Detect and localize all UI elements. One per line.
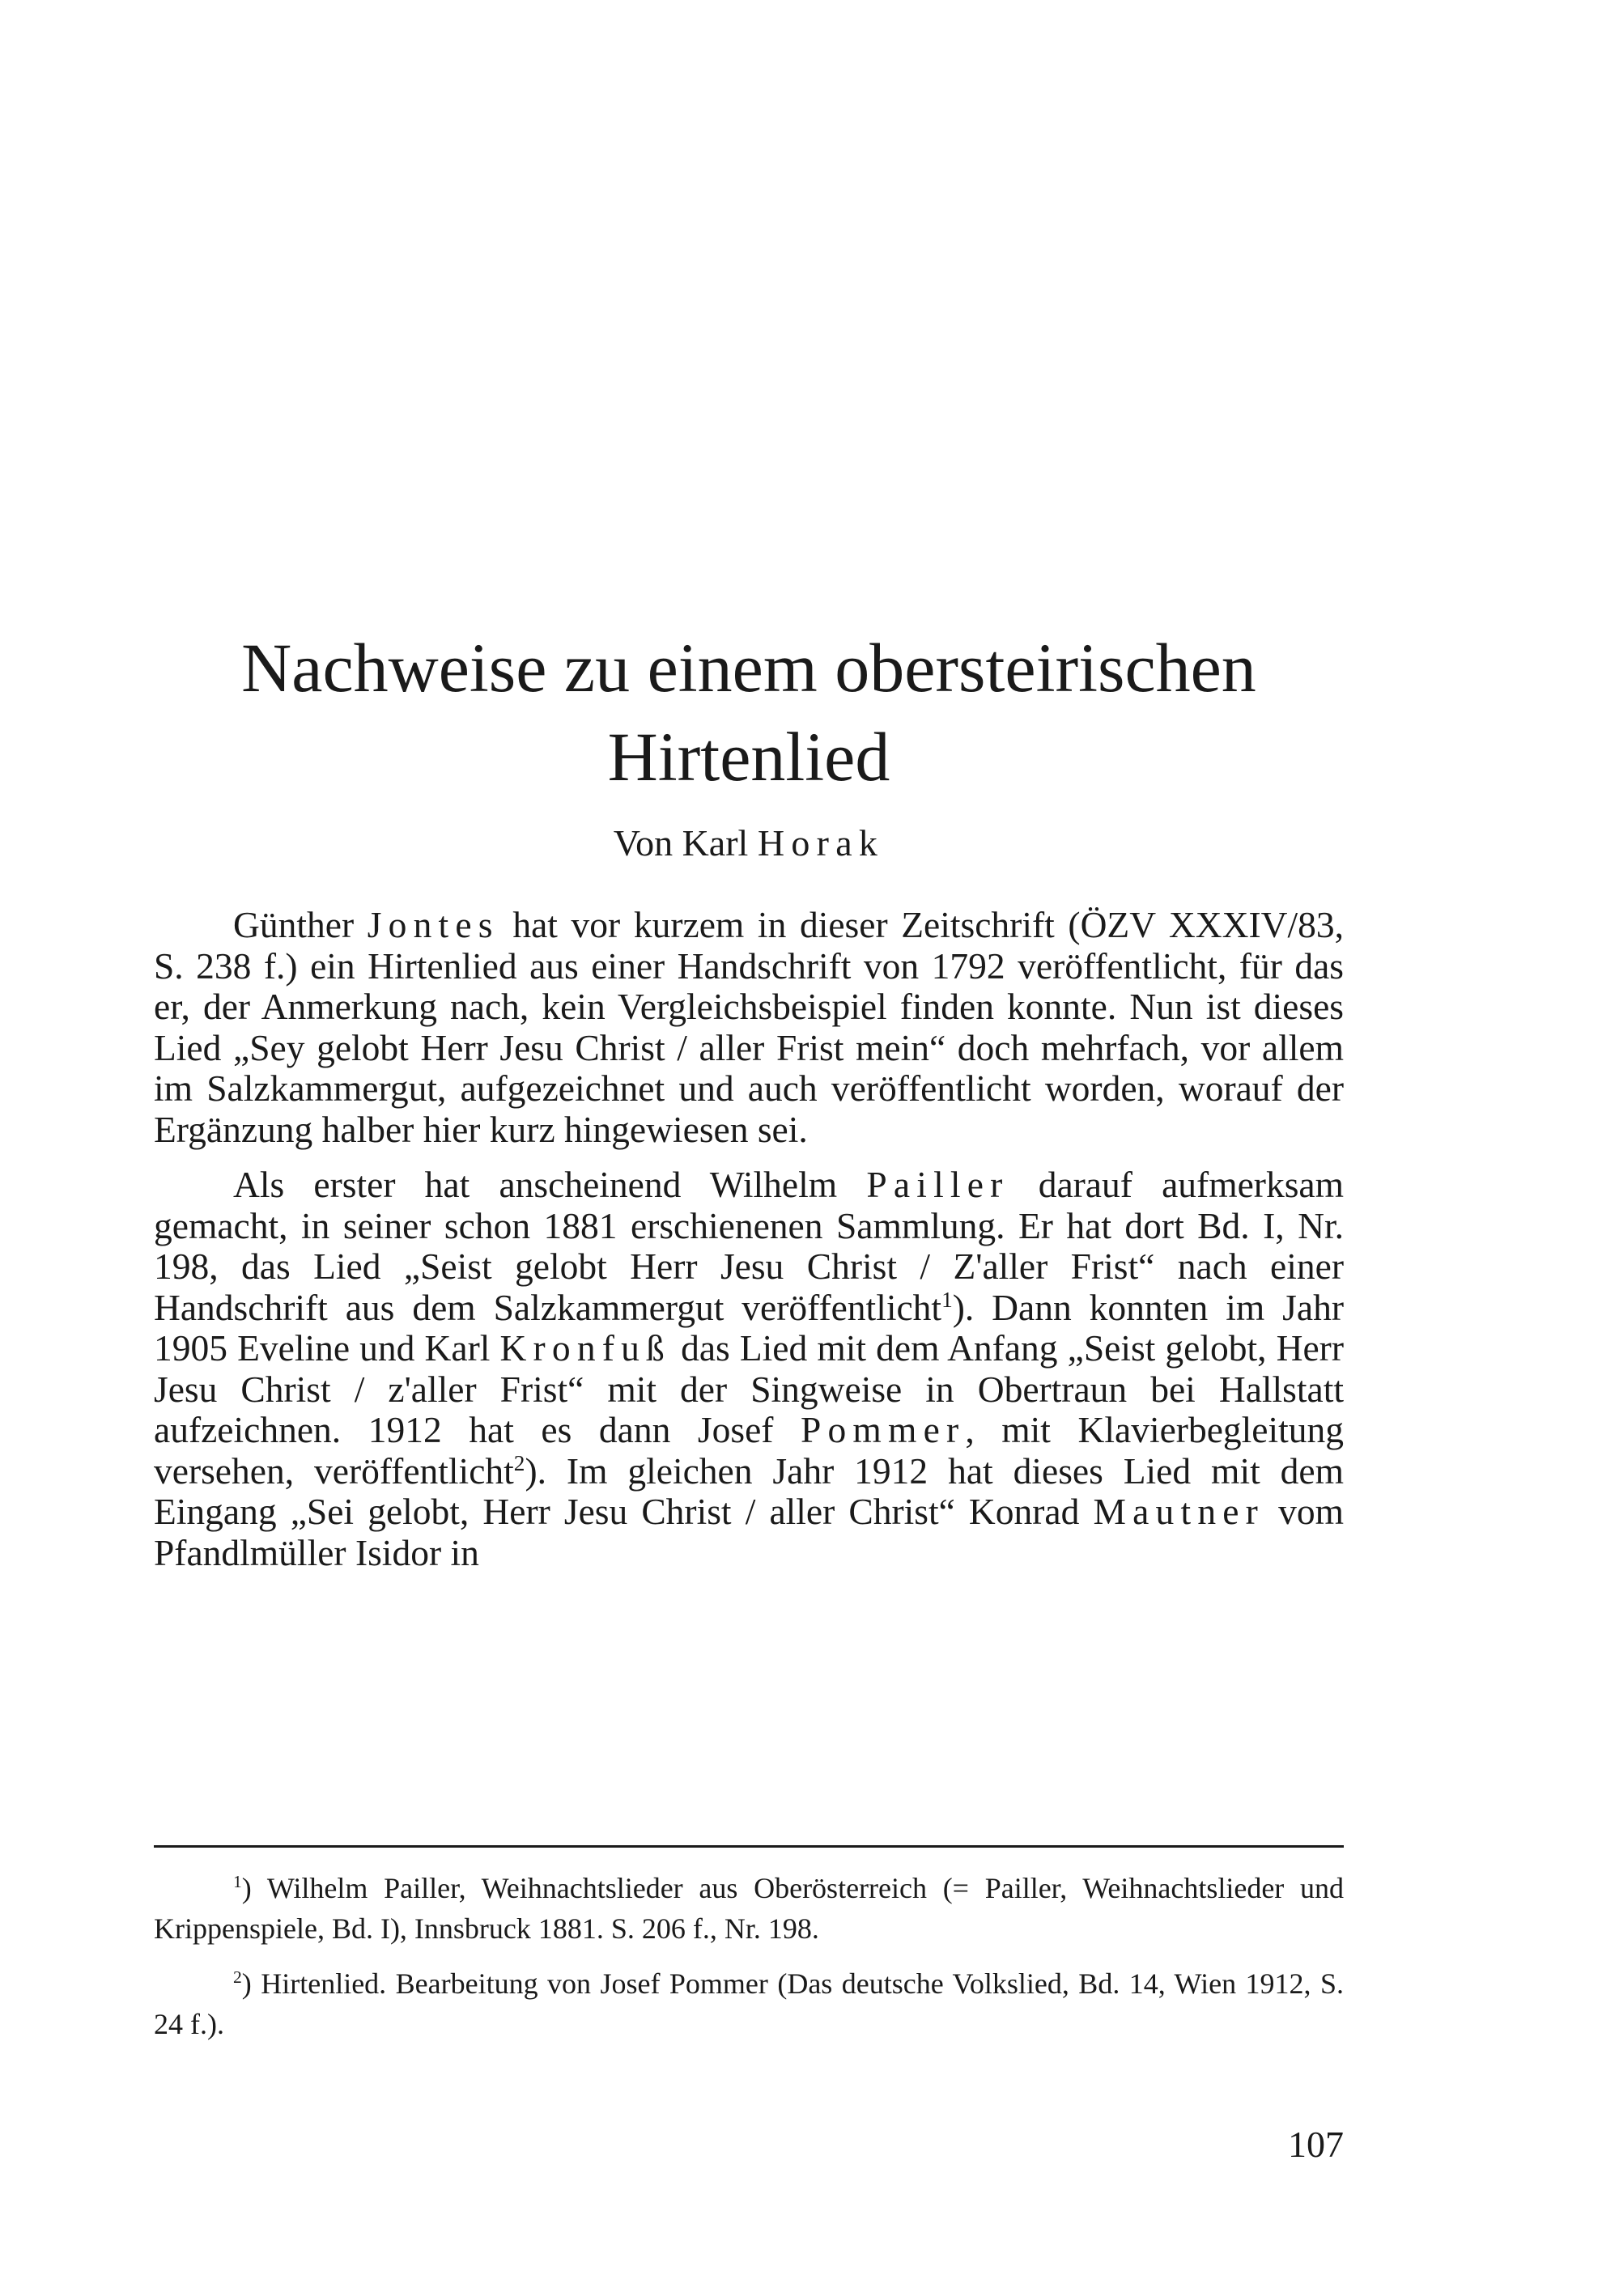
article-title [154, 623, 1344, 801]
paragraph-text: ). Im gleichen Jahr 1912 hat dieses Lied mit dem Eingang „Sei gelobt, Herr Jesu Christ / aller Christ“ Konrad [154, 1449, 1344, 1532]
footnote-reference[interactable]: 2 [513, 1450, 525, 1475]
paragraph-text: hat vor kurzem in dieser Zeitschrift (ÖZV XXXIV/83, S. 238 f.) ein Hirtenlied aus einer Handschrift von 1792 veröffentlicht, für das er, der Anmerkung nach, kein Vergleichsbeispiel finden konnte. Nun ist dieses Lied „Sey gelobt Herr Jesu Christ / aller Frist mein“ doch mehrfach, vor allem im Salzkammergut, aufgezeichnet und auch veröffentlicht worden, worauf der Ergänzung halber hier kurz hingewiesen sei. [154, 904, 1345, 1150]
footnote-2 [154, 1963, 1344, 2044]
footnote-reference[interactable]: 1 [941, 1287, 953, 1312]
person-surname: Kronfuß [499, 1327, 671, 1369]
article-title-line-1: Nachweise zu einem obersteirischen [241, 629, 1256, 707]
footnote-text: ) Hirtenlied. Bearbeitung von Josef Pommer (Das deutsche Volkslied, Bd. 14, Wien 1912, S. 24 f.). [154, 1967, 1344, 2040]
author-byline [154, 819, 1344, 868]
footnote-divider [154, 1845, 1344, 1848]
page-number: 107 [1288, 2124, 1344, 2165]
paragraph-text: Als erster hat anscheinend Wilhelm [233, 1164, 838, 1205]
person-surname: Pailler [866, 1164, 1009, 1205]
person-surname: Pommer [801, 1409, 966, 1450]
paragraph-2 [154, 1165, 1344, 1573]
author-surname: Horak [757, 822, 885, 864]
footnote-text: ) Wilhelm Pailler, Weihnachtslieder aus Oberösterreich (= Pailler, Weihnachtslieder und Krippenspiele, Bd. I), Innsbruck 1881. S. 206 f., Nr. 198. [154, 1872, 1344, 1945]
paragraph-text: , mit Klavierbegleitung versehen, veröffentlicht [154, 1409, 1345, 1492]
paragraph-text: ). Dann konnten im Jahr 1905 Eveline und Karl [154, 1286, 1344, 1369]
paragraph-text: darauf aufmerksam gemacht, in seiner schon 1881 erschienenen Sammlung. Er hat dort Bd. I, Nr. 198, das Lied „Seist gelobt Herr Jesu Christ / Z'aller Frist“ nach einer Handschrift aus dem Salzkammergut veröffentlicht [154, 1164, 1344, 1328]
footnote-marker: 1 [233, 1872, 242, 1891]
person-surname: Mautner [1093, 1491, 1264, 1532]
article-body [154, 905, 1344, 1588]
person-surname: Jontes [367, 904, 499, 945]
paragraph-1 [154, 905, 1344, 1150]
footnotes [154, 1868, 1344, 2059]
person-name: Günther [233, 904, 355, 945]
footnote-1 [154, 1868, 1344, 1949]
paragraph-text: das Lied mit dem Anfang „Seist gelobt, Herr Jesu Christ / z'aller Frist“ mit der Singweise in Obertraun bei Hallstatt aufzeichnen. 1912 hat es dann Josef [154, 1327, 1344, 1450]
paragraph-text: vom Pfandlmüller Isidor in [154, 1491, 1345, 1573]
byline-prefix: Von Karl [613, 822, 749, 864]
footnote-marker: 2 [233, 1967, 242, 1987]
article-title-line-2: Hirtenlied [607, 718, 890, 796]
